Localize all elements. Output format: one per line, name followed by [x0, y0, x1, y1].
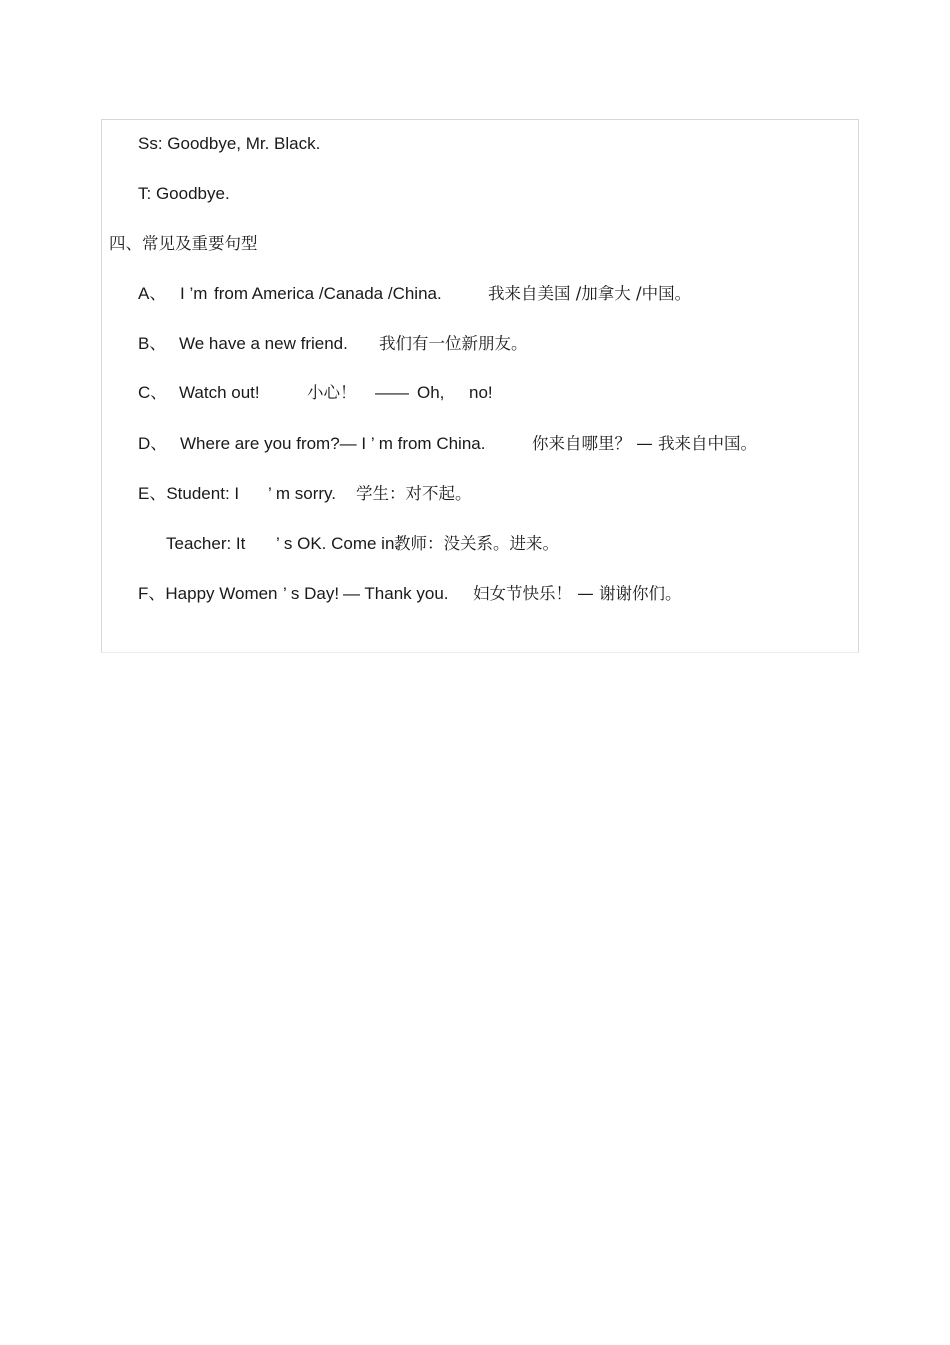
section-heading-text: 四、常见及重要句型	[109, 234, 258, 253]
sentence-a	[138, 284, 738, 304]
sentence-d-english: Where are you from?— I ’ m from China.	[180, 434, 486, 453]
sentence-c-reply-part-1: Oh,	[417, 383, 445, 402]
sentence-f-english-part-2: ’ s Day!	[283, 584, 340, 603]
dialogue-teacher-text: T: Goodbye.	[138, 184, 230, 203]
sentence-d-label: D、	[138, 434, 168, 453]
sentence-c-reply-part-2: no!	[469, 383, 493, 402]
sentence-a-label: A、	[138, 284, 167, 303]
sentence-c-english: Watch out!	[179, 383, 260, 402]
sentence-e-student-chinese: 学生：对不起。	[356, 484, 472, 503]
sentence-a-chinese: 我来自美国 /加拿大 /中国。	[488, 284, 692, 303]
dialogue-students-text: Ss: Goodbye, Mr. Black.	[138, 134, 321, 153]
sentence-c-dash: ——	[375, 383, 409, 402]
sentence-e-teacher-chinese: 教师：没关系。进来。	[394, 534, 559, 553]
sentence-e-teacher-english: ’ s OK. Come in.	[276, 534, 400, 553]
sentence-e-teacher	[166, 534, 766, 554]
sentence-a-english-part-2: from America /Canada /China.	[214, 284, 442, 303]
sentence-c	[138, 383, 738, 403]
sentence-d-chinese: 你来自哪里？ — 我来自中国。	[532, 434, 757, 453]
sentence-e-teacher-label: Teacher: It	[166, 534, 246, 553]
sentence-e-student-english: ’ m sorry.	[268, 484, 336, 503]
sentence-f-chinese: 妇女节快乐！ — 谢谢你们。	[473, 584, 682, 603]
sentence-d	[138, 434, 798, 454]
sentence-f-label: F、Happy Women	[138, 584, 278, 603]
dialogue-line-students	[138, 134, 320, 154]
sentence-c-chinese: 小心！	[307, 383, 357, 402]
section-heading	[109, 234, 258, 254]
dialogue-line-teacher	[138, 184, 230, 204]
sentence-e-label-student: E、Student: I	[138, 484, 240, 503]
sentence-f	[138, 584, 738, 604]
sentence-e-student	[138, 484, 738, 504]
sentence-b	[138, 334, 738, 354]
sentence-b-english: We have a new friend.	[179, 334, 348, 353]
sentence-b-chinese: 我们有一位新朋友。	[379, 334, 528, 353]
sentence-a-english-part-1: I ’m	[180, 284, 208, 303]
sentence-f-english-reply: — Thank you.	[343, 584, 449, 603]
sentence-b-label: B、	[138, 334, 167, 353]
sentence-c-label: C、	[138, 383, 168, 402]
